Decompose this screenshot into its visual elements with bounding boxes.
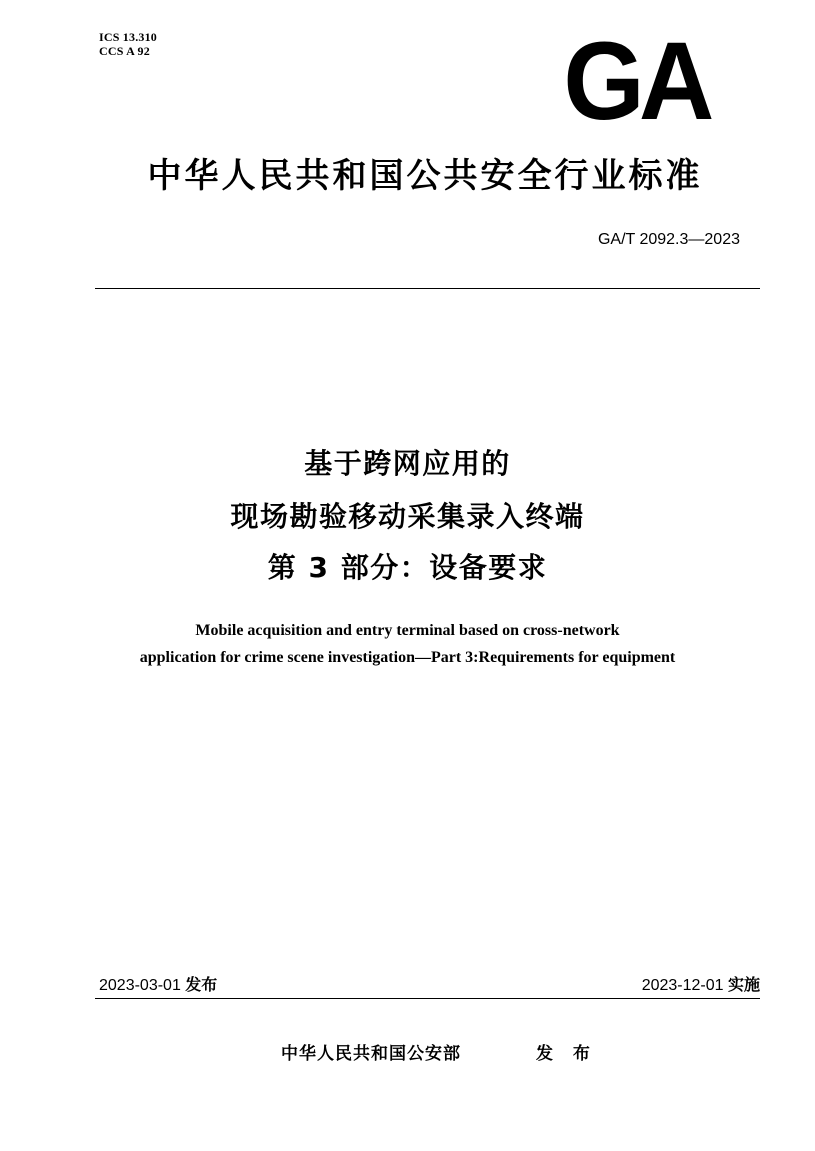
top-divider xyxy=(95,288,760,289)
chinese-title-line-1: 基于跨网应用的 xyxy=(304,447,511,480)
issue-date-label: 发布 xyxy=(185,975,218,994)
implementation-date xyxy=(642,975,760,996)
standard-title: 中华人民共和国公共安全行业标准 xyxy=(147,156,703,196)
chinese-title-line-2: 现场勘验移动采集录入终端 xyxy=(230,500,585,533)
issue-word: 发 布 xyxy=(536,1044,597,1064)
chinese-title-line-3: 第 3 部分：设备要求 xyxy=(267,551,548,584)
standard-number: GA/T 2092.3—2023 xyxy=(597,231,740,248)
ics-code: ICS 13.310 xyxy=(99,30,158,44)
ccs-code: CCS A 92 xyxy=(99,44,150,58)
issuing-authority: 中华人民共和国公安部 xyxy=(281,1044,461,1064)
english-title-line-1: Mobile acquisition and entry terminal based on cross-network xyxy=(195,622,620,639)
ga-logo: GA xyxy=(563,20,709,143)
english-title-line-2: application for crime scene investigation—Part 3:Requirements for equipment xyxy=(139,649,676,666)
implementation-date-value: 2023-12-01 xyxy=(641,977,724,994)
issue-date xyxy=(99,975,217,996)
bottom-divider xyxy=(95,998,760,999)
implementation-date-label: 实施 xyxy=(727,975,760,994)
issue-date-value: 2023-03-01 xyxy=(99,977,181,994)
